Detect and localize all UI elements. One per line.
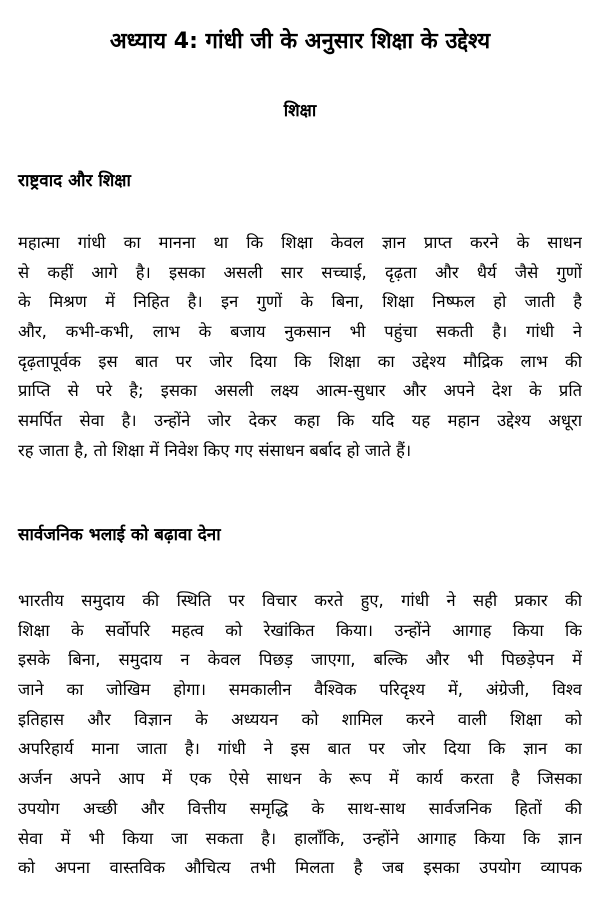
paragraph-line: जाने का जोखिम होगा। समकालीन वैश्विक परिदृश्य में, अंग्रेजी, विश्व <box>18 680 582 700</box>
subheading-public-good: सार्वजनिक भलाई को बढ़ावा देना <box>18 525 221 545</box>
paragraph-line: इसके बिना, समुदाय न केवल पिछड़ जाएगा, बल्कि और भी पिछड़ेपन में <box>18 650 582 670</box>
paragraph-public-good <box>18 586 582 883</box>
paragraph-line: इतिहास और विज्ञान के अध्ययन को शामिल करने वाली शिक्षा को <box>18 709 582 729</box>
paragraph-line: समर्पित सेवा है। उन्होंने जोर देकर कहा कि यदि यह महान उद्देश्य अधूरा <box>18 411 582 431</box>
paragraph-line: प्राप्ति से परे है; इसका असली लक्ष्य आत्म-सुधार और अपने देश के प्रति <box>18 381 582 401</box>
paragraph-line: भारतीय समुदाय की स्थिति पर विचार करते हुए, गांधी ने सही प्रकार की <box>18 591 582 610</box>
paragraph-line: उपयोग अच्छी और वित्तीय समृद्धि के साथ-साथ सार्वजनिक हितों की <box>18 798 582 818</box>
paragraph-nationalism-education <box>18 228 582 466</box>
paragraph-line: और, कभी-कभी, लाभ के बजाय नुकसान भी पहुंचा सकती है। गांधी ने <box>18 322 582 342</box>
paragraph-line: रह जाता है, तो शिक्षा में निवेश किए गए संसाधन बर्बाद हो जाते हैं। <box>18 440 412 460</box>
paragraph-line: से कहीं आगे है। इसका असली सार सच्चाई, दृढ़ता और धैर्य जैसे गुणों <box>18 262 582 282</box>
subheading-nationalism-education: राष्ट्रवाद और शिक्षा <box>18 171 131 191</box>
paragraph-line: दृढ़तापूर्वक इस बात पर जोर दिया कि शिक्षा का उद्देश्य मौद्रिक लाभ की <box>18 351 582 371</box>
paragraph-line: शिक्षा के सर्वोपरि महत्व को रेखांकित किया। उन्होंने आगाह किया कि <box>18 620 582 640</box>
paragraph-line: अपरिहार्य माना जाता है। गांधी ने इस बात पर जोर दिया कि ज्ञान का <box>18 739 582 759</box>
paragraph-line: महात्मा गांधी का मानना था कि शिक्षा केवल ज्ञान प्राप्त करने के साधन <box>18 233 582 252</box>
paragraph-line: के मिश्रण में निहित है। इन गुणों के बिना, शिक्षा निष्फल हो जाती है <box>18 292 582 312</box>
chapter-title: अध्याय 4: गांधी जी के अनुसार शिक्षा के उद्देश्य <box>109 29 491 54</box>
paragraph-line: सेवा में भी किया जा सकता है। हालाँकि, उन्होंने आगाह किया कि ज्ञान <box>18 828 582 848</box>
paragraph-line: अर्जन अपने आप में एक ऐसे साधन के रूप में कार्य करता है जिसका <box>18 769 582 789</box>
paragraph-line: को अपना वास्तविक औचित्य तभी मिलता है जब इसका उपयोग व्यापक <box>18 858 582 878</box>
section-heading: शिक्षा <box>283 101 317 121</box>
